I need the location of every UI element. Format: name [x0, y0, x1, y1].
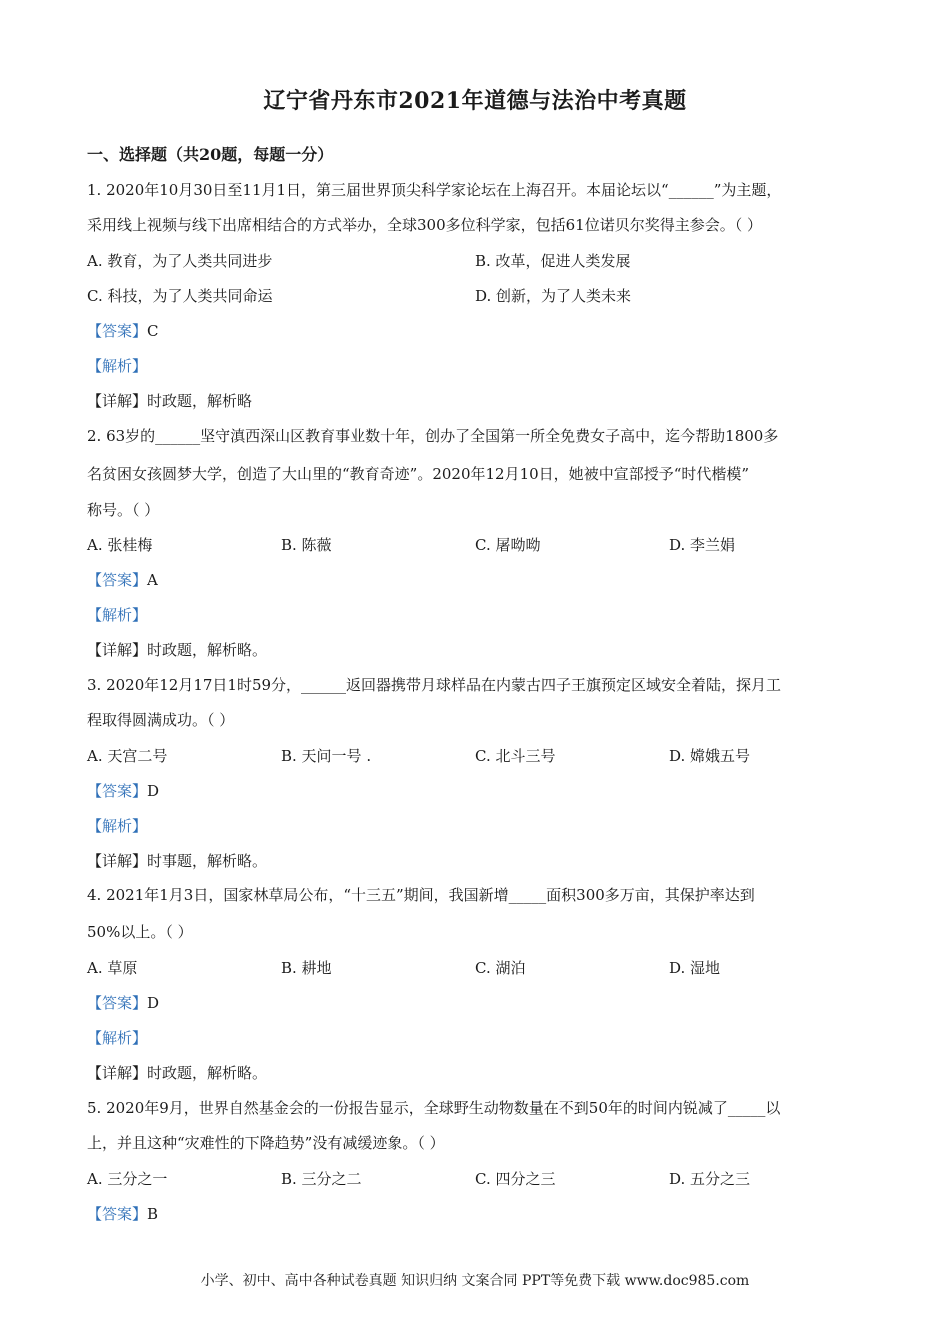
q3-answer — [87, 781, 159, 801]
question-4-text: 4. 2021年1月3日，国家林草局公布，“十三五”期间，我国新增_____面积300多万亩，其保护率达到 — [87, 886, 755, 904]
q2-option-d: D. 李兰娟 — [669, 536, 736, 554]
q1-option-b: B. 改革，促进人类发展 — [475, 252, 631, 270]
question-3-text: 程取得圆满成功。（ ） — [87, 711, 235, 729]
q5-option-c: C. 四分之三 — [475, 1170, 556, 1188]
q4-detail — [87, 1063, 267, 1083]
detail-text: 时政题，解析略。 — [147, 1064, 268, 1082]
q3-option-b: B. 天问一号 . — [281, 747, 372, 765]
analysis-tag: 【解析】 — [87, 1029, 148, 1047]
answer-value: B — [147, 1205, 159, 1223]
section-heading: 一、选择题（共20题，每题一分） — [87, 145, 334, 164]
page-title: 辽宁省丹东市2021年道德与法治中考真题 — [263, 88, 687, 114]
q1-option-d: D. 创新，为了人类未来 — [475, 287, 632, 305]
answer-value: D — [147, 994, 160, 1012]
answer-tag: 【答案】 — [87, 1205, 148, 1223]
question-3-text: 3. 2020年12月17日1时59分，______返回器携带月球样品在内蒙古四子王旗预定区域安全着陆，探月工 — [87, 676, 782, 694]
answer-tag: 【答案】 — [87, 994, 148, 1012]
analysis-tag: 【解析】 — [87, 817, 148, 835]
q1-option-a: A. 教育，为了人类共同进步 — [87, 252, 273, 270]
analysis-tag: 【解析】 — [87, 357, 148, 375]
q3-detail — [87, 851, 267, 871]
answer-tag: 【答案】 — [87, 782, 148, 800]
q5-option-b: B. 三分之二 — [281, 1170, 362, 1188]
q5-option-d: D. 五分之三 — [669, 1170, 751, 1188]
answer-value: A — [147, 571, 158, 589]
q4-option-b: B. 耕地 — [281, 959, 332, 977]
question-2-text: 称号。（ ） — [87, 501, 160, 519]
answer-tag: 【答案】 — [87, 322, 148, 340]
question-5-text: 上，并且这种“灾难性的下降趋势”没有减缓迹象。（ ） — [87, 1134, 445, 1152]
q4-option-a: A. 草原 — [87, 959, 138, 977]
q2-option-c: C. 屠呦呦 — [475, 536, 541, 554]
detail-tag: 【详解】 — [87, 392, 148, 410]
detail-tag: 【详解】 — [87, 641, 148, 659]
detail-tag: 【详解】 — [87, 852, 148, 870]
answer-value: D — [147, 782, 160, 800]
detail-text: 时政题，解析略。 — [147, 641, 268, 659]
q2-option-b: B. 陈薇 — [281, 536, 332, 554]
detail-text: 时事题，解析略。 — [147, 852, 268, 870]
q4-option-c: C. 湖泊 — [475, 959, 526, 977]
question-1-text: 采用线上视频与线下出席相结合的方式举办，全球300多位科学家，包括61位诺贝尔奖得主参会。（ ） — [87, 216, 762, 234]
answer-tag: 【答案】 — [87, 571, 148, 589]
q1-option-c: C. 科技，为了人类共同命运 — [87, 287, 273, 305]
question-4-text: 50%以上。（ ） — [87, 923, 193, 941]
q3-option-a: A. 天宫二号 — [87, 747, 168, 765]
q3-option-c: C. 北斗三号 — [475, 747, 556, 765]
q2-detail — [87, 640, 267, 660]
q2-answer — [87, 570, 158, 590]
detail-text: 时政题，解析略 — [147, 392, 253, 410]
q3-option-d: D. 嫦娥五号 — [669, 747, 751, 765]
question-2-text: 2. 63岁的______坚守滇西深山区教育事业数十年，创办了全国第一所全免费女子高中，迄今帮助1800多 — [87, 427, 779, 445]
q1-detail — [87, 391, 252, 411]
q1-answer — [87, 321, 159, 341]
question-1-text: 1. 2020年10月30日至11月1日，第三届世界顶尖科学家论坛在上海召开。本届论坛以“______”为主题， — [87, 181, 782, 199]
question-2-text: 名贫困女孩圆梦大学，创造了大山里的“教育奇迹”。2020年12月10日，她被中宣部授予“时代楷模” — [87, 465, 750, 483]
question-5-text: 5. 2020年9月，世界自然基金会的一份报告显示，全球野生动物数量在不到50年的时间内锐减了_____以 — [87, 1099, 781, 1117]
q2-option-a: A. 张桂梅 — [87, 536, 153, 554]
answer-value: C — [147, 322, 159, 340]
q5-option-a: A. 三分之一 — [87, 1170, 168, 1188]
q4-answer — [87, 993, 159, 1013]
detail-tag: 【详解】 — [87, 1064, 148, 1082]
page-footer: 小学、初中、高中各种试卷真题 知识归纳 文案合同 PPT等免费下载 www.doc985.com — [200, 1273, 750, 1289]
q5-answer — [87, 1204, 158, 1224]
analysis-tag: 【解析】 — [87, 606, 148, 624]
q4-option-d: D. 湿地 — [669, 959, 721, 977]
